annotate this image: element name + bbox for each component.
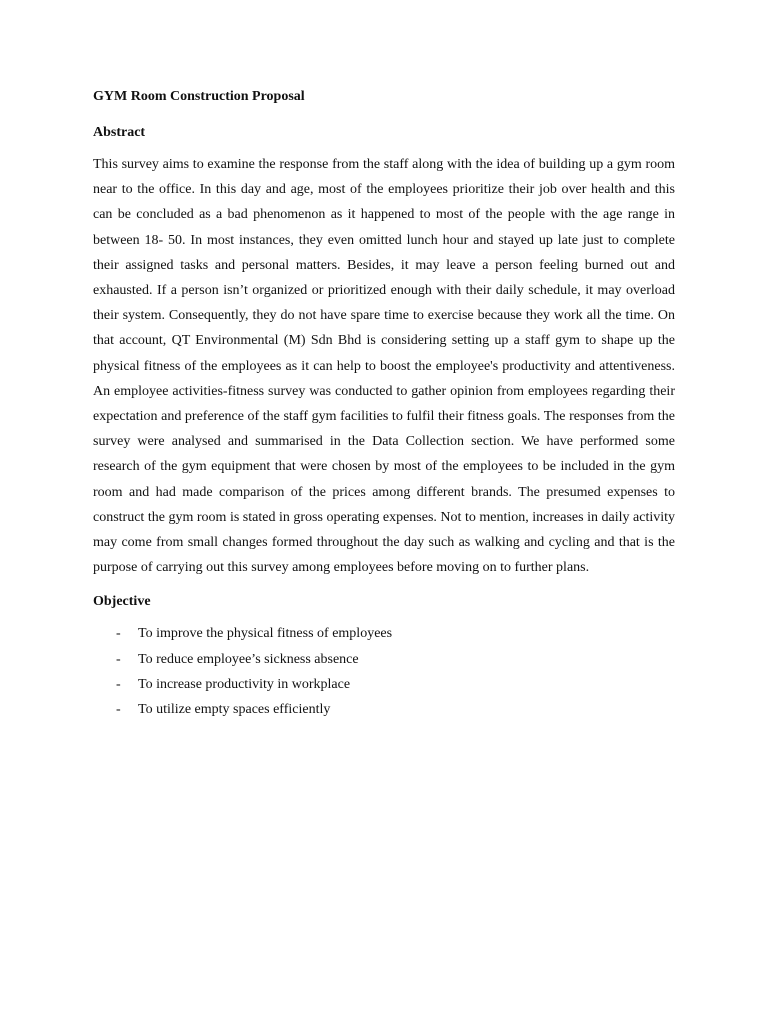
objective-item (93, 647, 675, 672)
bullet-dash: - (116, 651, 121, 667)
objective-item-text: To improve the physical fitness of employees (138, 626, 393, 642)
objective-list (93, 621, 675, 722)
abstract-paragraph: This survey aims to examine the response from the staff along with the idea of building up a gym room near to the office. In this day and age, most of the employees prioritize their job over health and this can be concluded as a bad phenomenon as it happened to most of the people with the age range in between 18- 50. In most instances, they even omitted lunch hour and stayed up late just to complete their assigned tasks and personal matters. Besides, it may leave a person feeling burned out and exhausted. If a person isn’t organized or prioritized enough with their daily schedule, it may overload their system. Consequently, they do not have spare time to exercise because they work all the time. On that account, QT Environmental (M) Sdn Bhd is considering setting up a staff gym to shape up the physical fitness of the employees as it can help to boost the employee's productivity and attentiveness. An employee activities-fitness survey was conducted to gather opinion from employees regarding their expectation and preference of the staff gym facilities to fulfil their fitness goals. The responses from the survey were analysed and summarised in the Data Collection section. We have performed some research of the gym equipment that were chosen by most of the employees to be included in the gym room and had made comparison of the prices among different brands. The presumed expenses to construct the gym room is stated in gross operating expenses. Not to mention, increases in daily activity may come from small changes formed throughout the day such as walking and cycling and that is the purpose of carrying out this survey among employees before moving on to further plans. (93, 157, 675, 576)
objective-item-text: To increase productivity in workplace (138, 677, 351, 693)
objective-item (93, 697, 675, 722)
bullet-dash: - (116, 677, 121, 693)
bullet-dash: - (116, 702, 121, 718)
objective-item-text: To reduce employee’s sickness absence (138, 651, 359, 667)
document-page (93, 87, 675, 723)
abstract-heading: Abstract (93, 125, 146, 140)
objective-heading: Objective (93, 594, 151, 610)
objective-item (93, 621, 675, 646)
bullet-dash: - (116, 626, 121, 642)
document-title: GYM Room Construction Proposal (93, 89, 305, 104)
objective-item-text: To utilize empty spaces efficiently (138, 702, 331, 718)
objective-item (93, 672, 675, 697)
